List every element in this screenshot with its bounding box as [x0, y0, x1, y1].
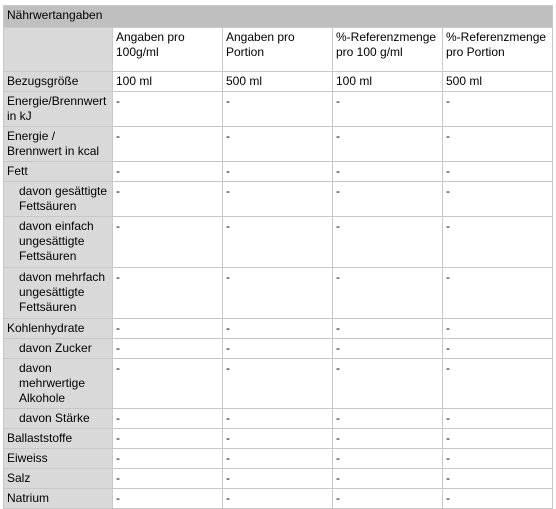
table-cell: -	[333, 217, 443, 268]
table-cell: -	[333, 127, 443, 162]
nutrition-table	[3, 5, 553, 509]
table-cell: -	[113, 469, 223, 489]
row-label: Energie/Brennwert in kJ	[4, 92, 113, 127]
nutrition-table-container	[3, 5, 553, 509]
table-row	[4, 489, 553, 509]
table-cell: -	[333, 409, 443, 429]
table-cell: -	[443, 182, 553, 217]
table-row	[4, 182, 553, 217]
table-cell: -	[223, 469, 333, 489]
row-label: davon mehrwertige Alkohole	[4, 359, 113, 409]
table-cell: -	[223, 92, 333, 127]
table-cell: -	[333, 162, 443, 182]
table-cell: -	[113, 409, 223, 429]
table-cell: -	[443, 339, 553, 359]
table-cell: -	[443, 92, 553, 127]
row-label: davon gesättigte Fettsäuren	[4, 182, 113, 217]
table-cell: -	[443, 217, 553, 268]
table-row	[4, 429, 553, 449]
table-cell: -	[443, 409, 553, 429]
table-cell: -	[223, 339, 333, 359]
table-row	[4, 469, 553, 489]
header-corner-cell	[4, 28, 113, 72]
row-label: Energie / Brennwert in kcal	[4, 127, 113, 162]
row-label: Bezugsgröße	[4, 72, 113, 92]
table-cell: -	[113, 92, 223, 127]
table-row	[4, 359, 553, 409]
table-cell: 500 ml	[223, 72, 333, 92]
table-cell: -	[443, 319, 553, 339]
table-cell: -	[223, 449, 333, 469]
table-cell: 500 ml	[443, 72, 553, 92]
table-cell: -	[113, 162, 223, 182]
table-title: Nährwertangaben	[4, 6, 553, 28]
table-row	[4, 268, 553, 319]
column-header-per-portion: Angaben pro Portion	[223, 28, 333, 72]
table-cell: -	[443, 469, 553, 489]
table-cell: -	[223, 182, 333, 217]
table-cell: -	[113, 429, 223, 449]
table-cell: -	[333, 268, 443, 319]
table-cell: -	[443, 162, 553, 182]
table-row	[4, 127, 553, 162]
table-cell: -	[113, 489, 223, 509]
table-cell: 100 ml	[333, 72, 443, 92]
row-label: davon Zucker	[4, 339, 113, 359]
table-cell: 100 ml	[113, 72, 223, 92]
table-cell: -	[113, 217, 223, 268]
table-cell: -	[333, 92, 443, 127]
table-cell: -	[223, 489, 333, 509]
table-cell: -	[223, 127, 333, 162]
table-cell: -	[223, 319, 333, 339]
table-cell: -	[113, 449, 223, 469]
row-label: davon einfach ungesättigte Fettsäuren	[4, 217, 113, 268]
table-cell: -	[333, 319, 443, 339]
row-label: Fett	[4, 162, 113, 182]
table-cell: -	[333, 489, 443, 509]
table-row	[4, 339, 553, 359]
column-header-ri-per-portion: %-Referenzmenge pro Portion	[443, 28, 553, 72]
table-cell: -	[223, 162, 333, 182]
column-header-ri-per-100: %-Referenzmenge pro 100 g/ml	[333, 28, 443, 72]
table-cell: -	[443, 268, 553, 319]
row-label: Natrium	[4, 489, 113, 509]
table-cell: -	[113, 359, 223, 409]
table-cell: -	[443, 429, 553, 449]
table-cell: -	[333, 449, 443, 469]
table-cell: -	[113, 127, 223, 162]
table-title-row	[4, 6, 553, 28]
table-cell: -	[113, 319, 223, 339]
row-label: Kohlenhydrate	[4, 319, 113, 339]
table-cell: -	[223, 217, 333, 268]
table-cell: -	[333, 182, 443, 217]
table-cell: -	[443, 449, 553, 469]
table-cell: -	[333, 469, 443, 489]
table-row	[4, 319, 553, 339]
table-cell: -	[223, 359, 333, 409]
table-row	[4, 217, 553, 268]
row-label: Eiweiss	[4, 449, 113, 469]
table-cell: -	[443, 359, 553, 409]
table-cell: -	[223, 268, 333, 319]
table-row	[4, 162, 553, 182]
table-cell: -	[333, 429, 443, 449]
table-row	[4, 92, 553, 127]
table-cell: -	[333, 359, 443, 409]
row-label: Salz	[4, 469, 113, 489]
table-cell: -	[223, 409, 333, 429]
table-header-row	[4, 28, 553, 72]
table-cell: -	[443, 127, 553, 162]
table-cell: -	[223, 429, 333, 449]
table-row	[4, 72, 553, 92]
row-label: Ballaststoffe	[4, 429, 113, 449]
row-label: davon Stärke	[4, 409, 113, 429]
table-row	[4, 449, 553, 469]
column-header-per-100: Angaben pro 100g/ml	[113, 28, 223, 72]
table-cell: -	[113, 339, 223, 359]
table-cell: -	[333, 339, 443, 359]
row-label: davon mehrfach ungesättigte Fettsäuren	[4, 268, 113, 319]
table-cell: -	[443, 489, 553, 509]
table-cell: -	[113, 182, 223, 217]
table-row	[4, 409, 553, 429]
table-cell: -	[113, 268, 223, 319]
